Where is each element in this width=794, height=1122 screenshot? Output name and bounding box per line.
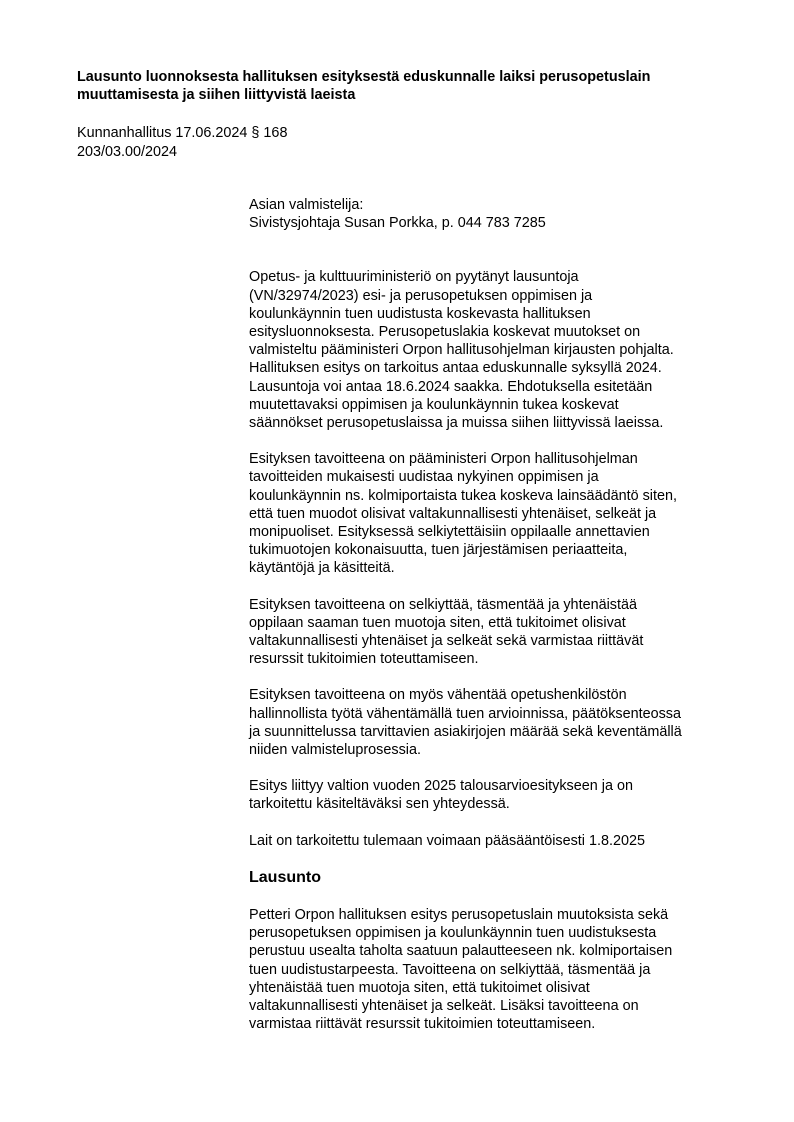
document-title — [77, 68, 727, 104]
paragraph-2 — [249, 450, 749, 577]
paragraph-line: tuen uudistustarpeesta. Tavoitteena on selkiyttää, täsmentää ja — [249, 961, 651, 978]
title-line-1: Lausunto luonnoksesta hallituksen esityksestä eduskunnalle laiksi perusopetuslain — [77, 69, 651, 85]
preparer-name: Sivistysjohtaja Susan Porkka, p. 044 783 7285 — [249, 215, 546, 232]
paragraph-line: ja suunnittelussa tarvittavien asiakirjojen määrää sekä keventämällä — [249, 723, 682, 740]
paragraph-line: säännökset perusopetuslaissa ja muissa siihen liittyvissä laeissa. — [249, 415, 664, 432]
paragraph-line: esitysluonnoksesta. Perusopetuslakia koskevat muutokset on — [249, 324, 641, 341]
title-line-2: muuttamisesta ja siihen liittyvistä laeista — [77, 87, 356, 103]
paragraph-line: Hallituksen esitys on tarkoitus antaa eduskunnalle syksyllä 2024. — [249, 360, 662, 377]
paragraph-line: niiden valmisteluprosessia. — [249, 742, 421, 759]
paragraph-line: monipuoliset. Esityksessä selkiytettäisiin oppilaalle annettavien — [249, 524, 650, 541]
paragraph-line: hallinnollista työtä vähentämällä tuen arvioinnissa, päätöksenteossa — [249, 705, 681, 722]
lausunto-paragraph — [249, 906, 749, 1033]
paragraph-line: Petteri Orpon hallituksen esitys perusopetuslain muutoksista sekä — [249, 906, 669, 923]
preparer-label: Asian valmistelija: — [249, 197, 364, 213]
paragraph-line: Opetus- ja kulttuuriministeriö on pyytänyt lausuntoja — [249, 269, 579, 286]
paragraph-line: yhtenäistää tuen muotoja siten, että tukitoimet olisivat — [249, 979, 590, 996]
document-body — [249, 196, 749, 1033]
paragraph-line: (VN/32974/2023) esi- ja perusopetuksen oppimisen ja — [249, 287, 593, 304]
paragraph-4 — [249, 686, 749, 759]
meeting-line: Kunnanhallitus 17.06.2024 § 168 — [77, 125, 288, 141]
paragraph-line: tarkoitettu käsiteltäväksi sen yhteydessä. — [249, 796, 510, 813]
paragraph-line: tukimuotojen kokonaisuutta, tuen järjestämisen periaatteita, — [249, 542, 628, 559]
paragraph-line: valtakunnallisesti yhtenäiset ja selkeät. Lisäksi tavoitteena on — [249, 997, 639, 1014]
paragraph-line: perusopetuksen oppimisen ja koulunkäynnin tuen uudistuksesta — [249, 925, 657, 942]
paragraph-line: Esityksen tavoitteena on pääministeri Orpon hallitusohjelman — [249, 451, 638, 468]
paragraph-line: valmisteltu pääministeri Orpon hallitusohjelman kirjausten pohjalta. — [249, 342, 674, 359]
paragraph-line: Esityksen tavoitteena on myös vähentää opetushenkilöstön — [249, 687, 627, 704]
paragraph-line: koulunkäynnin ns. kolmiportaista tukea koskeva lainsäädäntö siten, — [249, 487, 677, 504]
paragraph-line: että tuen muodot olisivat valtakunnallisesti yhtenäiset, selkeät ja — [249, 505, 657, 522]
paragraph-line: resurssit tukitoimien toteuttamiseen. — [249, 651, 479, 668]
paragraph-line: perustuu usealta taholta saatuun palautteeseen nk. kolmiportaisen — [249, 943, 673, 960]
paragraph-line: käytäntöjä ja käsitteitä. — [249, 560, 395, 577]
paragraph-line: valtakunnallisesti yhtenäiset ja selkeät sekä varmistaa riittävät — [249, 633, 644, 650]
paragraph-1 — [249, 268, 749, 432]
paragraph-3 — [249, 596, 749, 669]
preparer-block — [249, 196, 749, 232]
paragraph-line: Esitys liittyy valtion vuoden 2025 talousarvioesitykseen ja on — [249, 778, 633, 795]
paragraph-5 — [249, 777, 749, 813]
paragraph-line: oppilaan saaman tuen muotoja siten, että tukitoimet olisivat — [249, 614, 626, 631]
paragraph-line: Lait on tarkoitettu tulemaan voimaan pääsääntöisesti 1.8.2025 — [249, 832, 646, 849]
record-number: 203/03.00/2024 — [77, 144, 178, 160]
paragraph-line: Esityksen tavoitteena on selkiyttää, täsmentää ja yhtenäistää — [249, 596, 637, 613]
paragraph-line: tavoitteiden mukaisesti uudistaa nykyinen oppimisen ja — [249, 469, 599, 486]
lausunto-heading: Lausunto — [249, 868, 321, 886]
paragraph-line: muutettavaksi oppimisen ja koulunkäynnin tukea koskevat — [249, 396, 619, 413]
paragraph-line: varmistaa riittävät resurssit tukitoimien toteuttamiseen. — [249, 1016, 596, 1033]
meeting-meta — [77, 124, 287, 162]
paragraph-line: koulunkäynnin tuen uudistusta koskevasta hallituksen — [249, 305, 591, 322]
paragraph-6 — [249, 832, 749, 850]
paragraph-line: Lausuntoja voi antaa 18.6.2024 saakka. Ehdotuksella esitetään — [249, 378, 653, 395]
